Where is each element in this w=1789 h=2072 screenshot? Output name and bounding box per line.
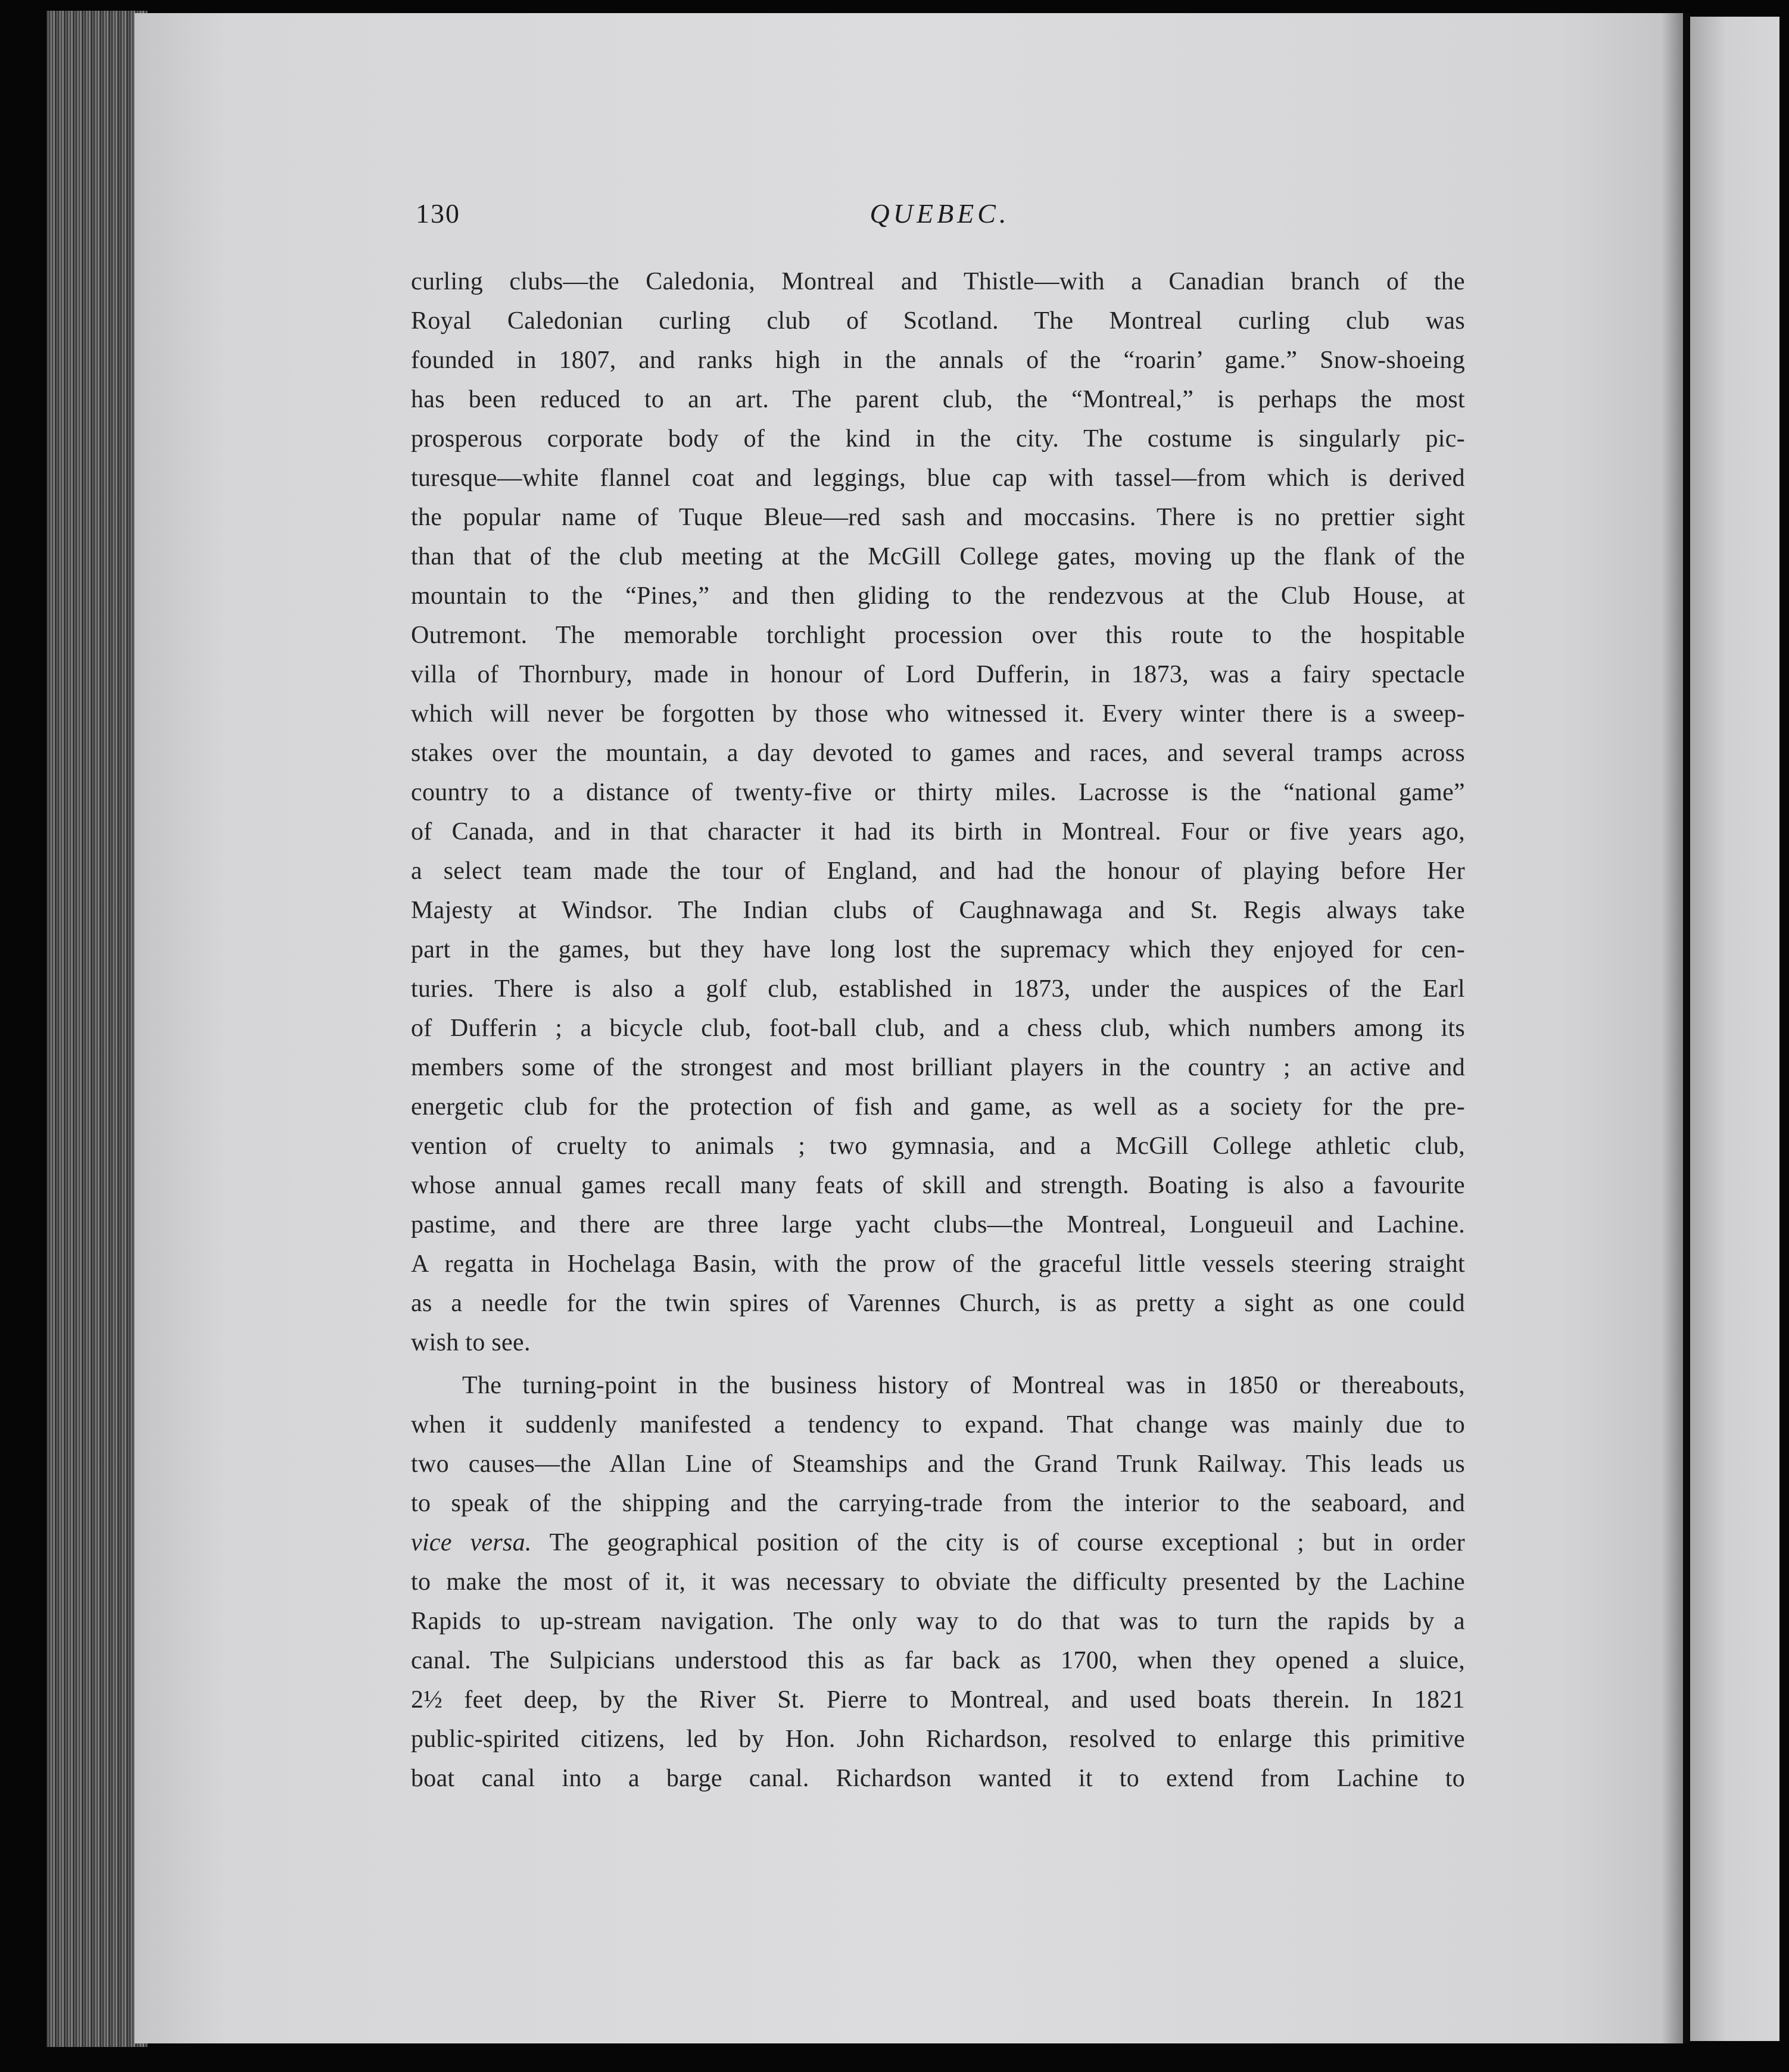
text-line: founded in 1807, and ranks high in the annals of the “roarin’ game.” Snow-shoeing (411, 347, 1465, 374)
text-line: 2½ feet deep, by the River St. Pierre to Montreal, and used boats therein. In 1821 (411, 1686, 1465, 1714)
text-line: mountain to the “Pines,” and then gliding to the rendezvous at the Club House, at (411, 582, 1465, 610)
text-line: Royal Caledonian curling club of Scotland. The Montreal curling club was (411, 307, 1465, 335)
text-line: has been reduced to an art. The parent club, the “Montreal,” is perhaps the most (411, 386, 1465, 413)
text-line: Outremont. The memorable torchlight procession over this route to the hospitable (411, 622, 1465, 649)
italic-phrase: vice versa. (411, 1529, 532, 1556)
text-line: the popular name of Tuque Bleue—red sash and moccasins. There is no prettier sight (411, 504, 1465, 531)
text-line-with-italic (411, 1523, 1465, 1562)
text-line: boat canal into a barge canal. Richardson wanted it to extend from Lachine to (411, 1765, 1465, 1792)
facing-page (1690, 17, 1779, 2041)
text-line: canal. The Sulpicians understood this as far back as 1700, when they opened a sluice, (411, 1647, 1465, 1674)
text-line: as a needle for the twin spires of Varennes Church, is as pretty a sight as one could (411, 1290, 1465, 1317)
text-line: turies. There is also a golf club, established in 1873, under the auspices of the Earl (411, 975, 1465, 1003)
paragraph-1 (411, 262, 1465, 1362)
paragraph-2 (411, 1366, 1465, 1798)
text-line: curling clubs—the Caledonia, Montreal and Thistle—with a Canadian branch of the (411, 268, 1465, 295)
page-edges (46, 11, 148, 2047)
paragraph-2-rest (411, 1562, 1465, 1798)
text-line: which will never be forgotten by those who witnessed it. Every winter there is a sweep- (411, 700, 1465, 728)
text-line: Majesty at Windsor. The Indian clubs of Caughnawaga and St. Regis always take (411, 897, 1465, 924)
text-line: Rapids to up-stream navigation. The only way to do that was to turn the rapids by a (411, 1608, 1465, 1635)
text-line: two causes—the Allan Line of Steamships and the Grand Trunk Railway. This leads us (411, 1450, 1465, 1478)
text-line: prosperous corporate body of the kind in the city. The costume is singularly pic- (411, 425, 1465, 453)
text-line: to speak of the shipping and the carrying-trade from the interior to the seaboard, and (411, 1490, 1465, 1517)
book-gutter (1683, 13, 1690, 2043)
text-line: when it suddenly manifested a tendency to expand. That change was mainly due to (411, 1411, 1465, 1438)
text-line: a select team made the tour of England, and had the honour of playing before Her (411, 857, 1465, 885)
body-text (411, 262, 1465, 1798)
running-head (416, 198, 1464, 239)
text-line: vention of cruelty to animals ; two gymnasia, and a McGill College athletic club, (411, 1132, 1465, 1160)
text-line: pastime, and there are three large yacht clubs—the Montreal, Longueuil and Lachine. (411, 1211, 1465, 1238)
text-line: of Canada, and in that character it had its birth in Montreal. Four or five years ago, (411, 818, 1465, 845)
text-line: of Dufferin ; a bicycle club, foot-ball club, and a chess club, which numbers among its (411, 1015, 1465, 1042)
text-line: public-spirited citizens, led by Hon. John Richardson, resolved to enlarge this primitive (411, 1725, 1465, 1753)
text-line: A regatta in Hochelaga Basin, with the prow of the graceful little vessels steering straight (411, 1250, 1465, 1278)
text-line: energetic club for the protection of fish and game, as well as a society for the pre- (411, 1093, 1465, 1121)
text-line: villa of Thornbury, made in honour of Lord Dufferin, in 1873, was a fairy spectacle (411, 661, 1465, 688)
text-line: turesque—white flannel coat and leggings, blue cap with tassel—from which is derived (411, 464, 1465, 492)
text-line: than that of the club meeting at the McGill College gates, moving up the flank of the (411, 543, 1465, 570)
text-line: wish to see. (411, 1329, 531, 1356)
text-line: The turning-point in the business history of Montreal was in 1850 or thereabouts, (462, 1372, 1465, 1399)
text-line: members some of the strongest and most brilliant players in the country ; an active and (411, 1054, 1465, 1081)
page-header-title: QUEBEC. (869, 198, 1010, 229)
page-number: 130 (416, 198, 460, 229)
gutter-shadow (1662, 13, 1685, 2043)
text-line: whose annual games recall many feats of skill and strength. Boating is also a favourite (411, 1172, 1465, 1199)
text-line: stakes over the mountain, a day devoted to games and races, and several tramps across (411, 739, 1465, 767)
text-line: to make the most of it, it was necessary to obviate the difficulty presented by the Lachine (411, 1568, 1465, 1596)
text-line: part in the games, but they have long lost the supremacy which they enjoyed for cen- (411, 936, 1465, 963)
text-line: country to a distance of twenty-five or thirty miles. Lacrosse is the “national game” (411, 779, 1465, 806)
text-line-rest: The geographical position of the city is of course exceptional ; but in order (549, 1529, 1465, 1556)
